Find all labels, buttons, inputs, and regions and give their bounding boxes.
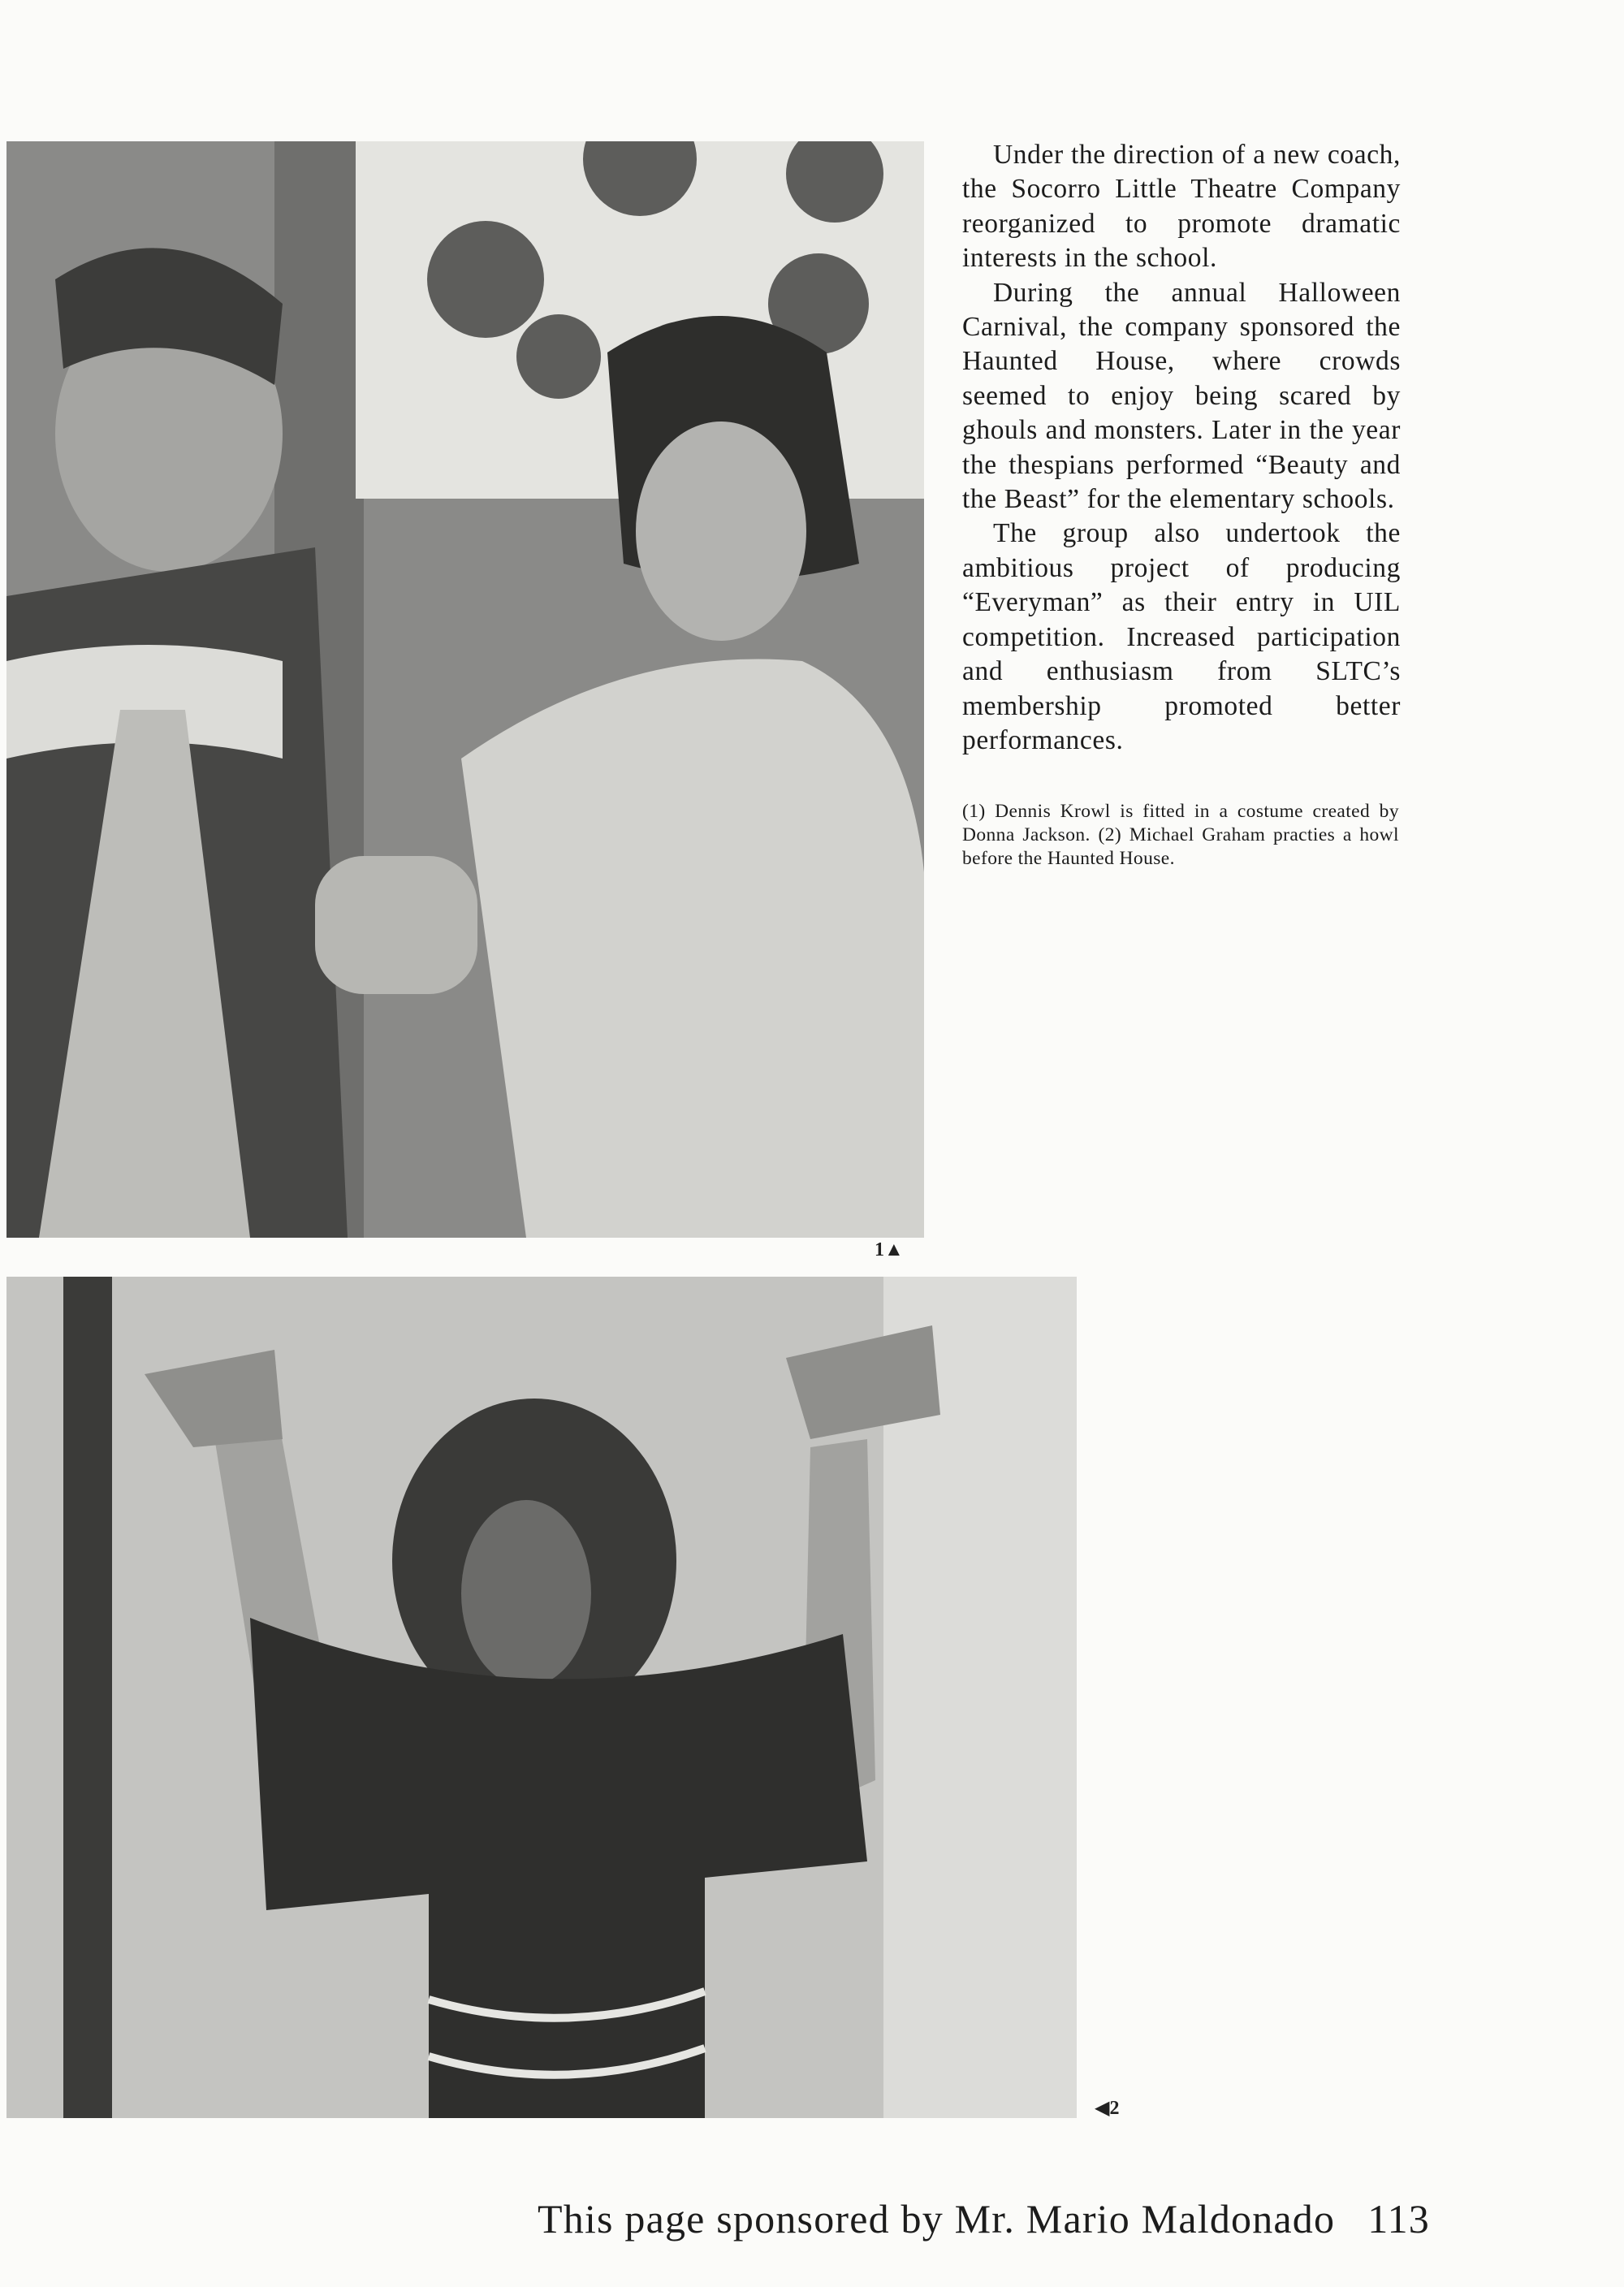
article-paragraph: The group also undertook the ambitious project of producing “Everyman” as their entry in UIL competition. Increased participation and enthusiasm from SLTC’s membership promoted better performances. bbox=[962, 518, 1401, 755]
article-body bbox=[962, 138, 1401, 758]
photo-2-marker: ◀2 bbox=[1095, 2098, 1120, 2119]
sponsor-line: This page sponsored by Mr. Mario Maldonado bbox=[538, 2196, 1336, 2242]
photo-haunted-house-howl bbox=[6, 1277, 1077, 2118]
photo-caption: (1) Dennis Krowl is fitted in a costume created by Donna Jackson. (2) Michael Graham practies a howl before the Haunted House. bbox=[962, 801, 1399, 869]
photo-haunted-house-howl-image bbox=[6, 1277, 1077, 2118]
photo-1-marker: 1▲ bbox=[875, 1239, 904, 1260]
photo-costume-fitting bbox=[6, 141, 924, 1238]
page-footer bbox=[538, 2194, 1512, 2243]
article-paragraph: Under the direction of a new coach, the Socorro Little Theatre Company reorganized to promote dramatic interests in the school. bbox=[962, 140, 1401, 274]
photo-costume-fitting-image bbox=[6, 141, 924, 1238]
page-number: 113 bbox=[1367, 2196, 1430, 2242]
article-paragraph: During the annual Halloween Carnival, the company sponsored the Haunted House, where crowds seemed to enjoy being scared by ghouls and monsters. Later in the year the thespians performed “Beauty and the Beast” for the elementary schools. bbox=[962, 277, 1401, 515]
